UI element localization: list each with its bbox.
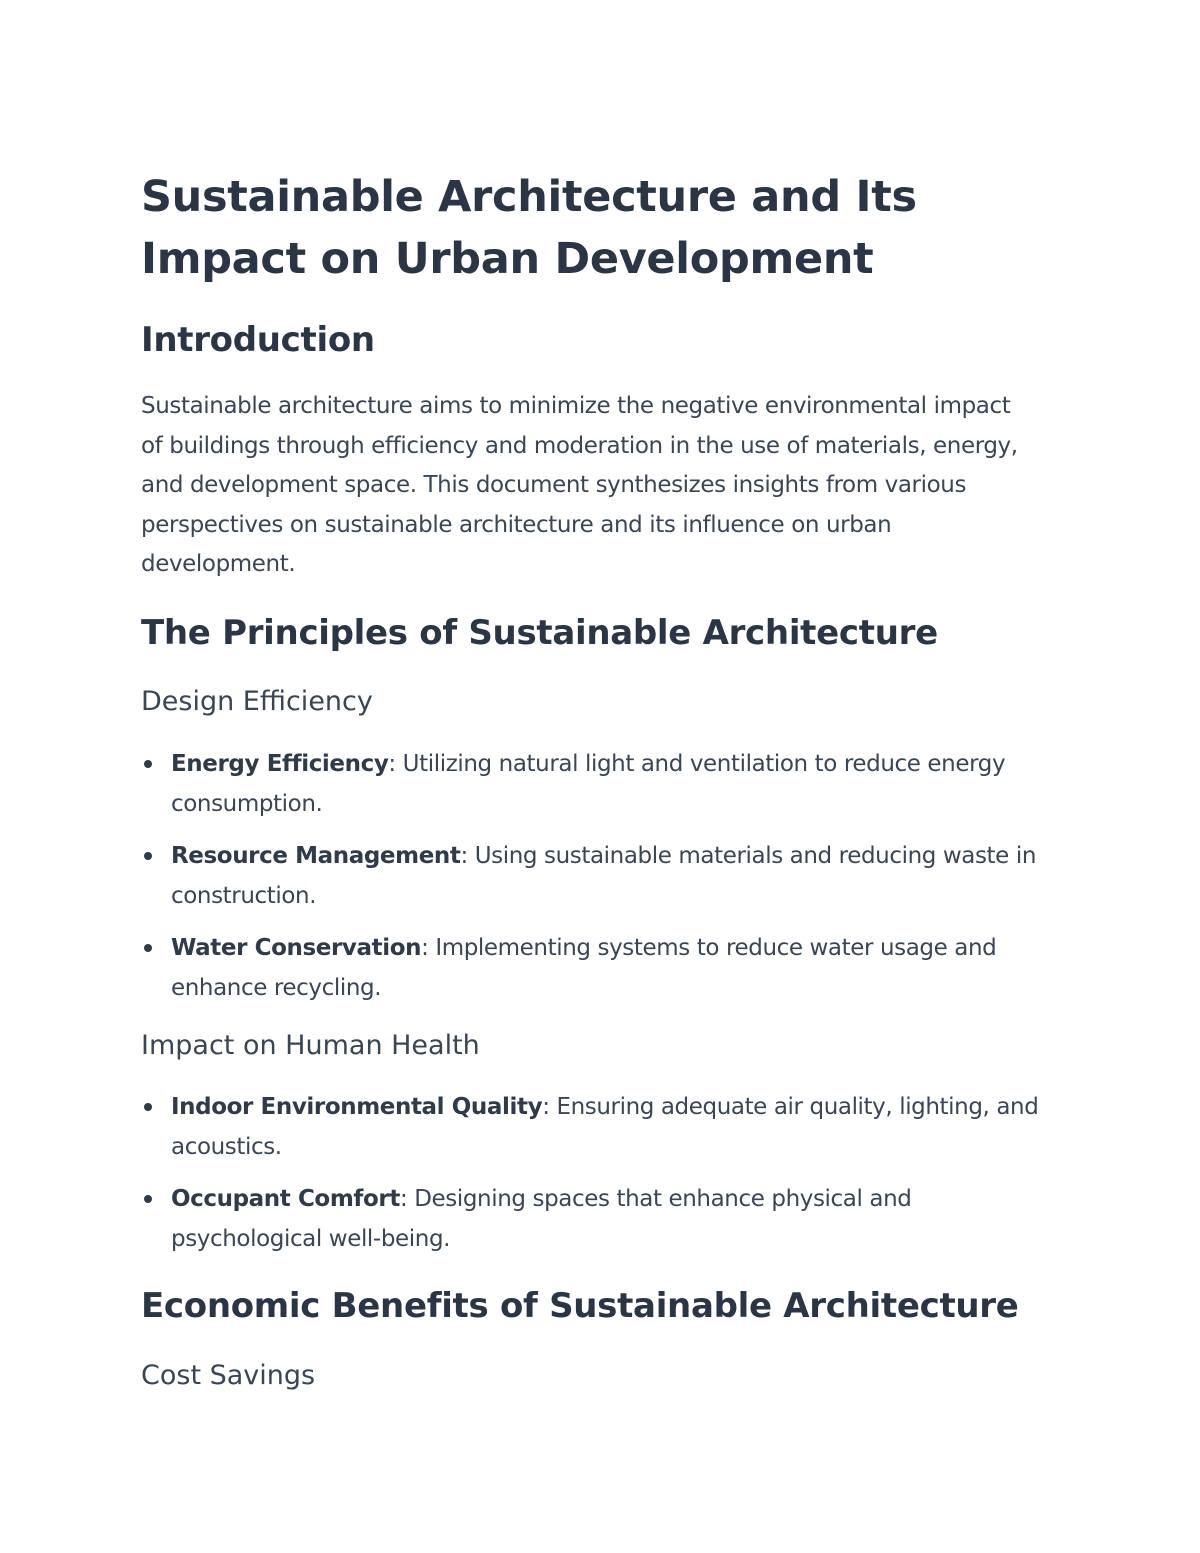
list-item [141, 928, 1061, 1008]
section-heading-principles: The Principles of Sustainable Architecture [141, 613, 938, 653]
design-efficiency-list [141, 744, 1061, 1008]
human-health-list [141, 1087, 1061, 1259]
bullet-icon [144, 1103, 152, 1111]
list-item-term: Energy Efficiency [171, 751, 389, 777]
list-item-text: : Using sustainable materials and reducing waste in construction. [171, 843, 1037, 909]
bullet-icon [144, 1195, 152, 1203]
list-item [141, 836, 1061, 916]
list-item-text: : Utilizing natural light and ventilation to reduce energy consumption. [171, 751, 1006, 817]
list-item-text: : Designing spaces that enhance physical and psychological well-being. [171, 1186, 912, 1252]
list-item [141, 1179, 1061, 1259]
list-item-term: Occupant Comfort [171, 1186, 400, 1212]
subsection-heading-cost-savings: Cost Savings [141, 1360, 316, 1391]
list-item [141, 1087, 1061, 1167]
list-item-text: : Ensuring adequate air quality, lighting, and acoustics. [171, 1094, 1039, 1160]
introduction-paragraph: Sustainable architecture aims to minimize the negative environmental impact of buildings through efficiency and moderation in the use of materials, energy, and development space. This document synthesizes insights from various perspectives on sustainable architecture and its influence on urban development. [141, 393, 1018, 577]
bullet-icon [144, 760, 152, 768]
list-item-term: Water Conservation [171, 935, 422, 961]
list-item [141, 744, 1061, 824]
bullet-icon [144, 852, 152, 860]
list-item-text: : Implementing systems to reduce water usage and enhance recycling. [171, 935, 997, 1001]
document-title: Sustainable Architecture and Its Impact on Urban Development [141, 172, 917, 284]
list-item-term: Resource Management [171, 843, 461, 869]
section-heading-introduction: Introduction [141, 320, 375, 360]
subsection-heading-design-efficiency: Design Efficiency [141, 686, 373, 717]
subsection-heading-human-health: Impact on Human Health [141, 1030, 480, 1061]
bullet-icon [144, 944, 152, 952]
list-item-term: Indoor Environmental Quality [171, 1094, 543, 1120]
section-heading-economic: Economic Benefits of Sustainable Architecture [141, 1286, 1019, 1326]
